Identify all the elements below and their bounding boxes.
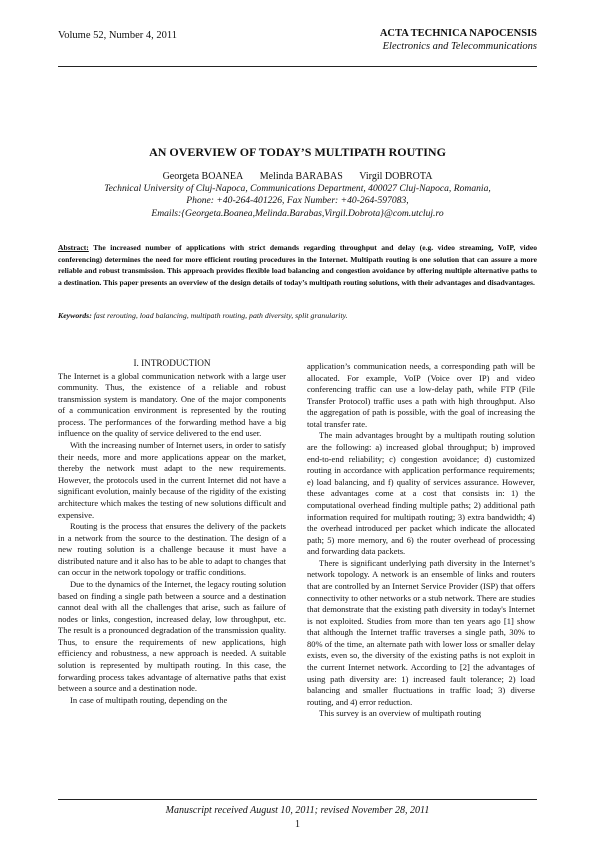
paragraph: The Internet is a global communication network with a large user community. Thus, the existence of a reliable and robust transmission system is mandatory. One of the major components of a communication environment is represented by the routing process. The performances of the forwarding method have a big influence on the quality of service delivered to the end user.	[58, 370, 286, 439]
paper-title: AN OVERVIEW OF TODAY’S MULTIPATH ROUTING	[149, 145, 446, 159]
section-heading: I. INTRODUCTION	[133, 358, 211, 368]
affiliation	[58, 183, 537, 220]
keywords-text: fast rerouting, load balancing, multipath routing, path diversity, split granularity.	[93, 311, 348, 320]
page-number: 1	[295, 819, 300, 830]
affiliation-line: Phone: +40-264-401226, Fax Number: +40-264-597083,	[186, 195, 409, 207]
affiliation-line: Emails:{Georgeta.Boanea,Melinda.Barabas,Virgil.Dobrota}@com.utcluj.ro	[151, 207, 444, 219]
keywords	[58, 310, 537, 321]
paragraph: The main advantages brought by a multipath routing solution are the following: a) increased global throughput; b) improved end-to-end reliability; c) congestion avoidance; d) customized routing in accordance with application performance requirements; e) load balancing, and f) quality of services assurance. However, these advantages come at a cost that consists in: 1) the computational overhead finding multiple paths; 2) additional path information required for multipath routing; 3) extra bandwidth; 4) the overhead introduced per packet which indicate the allocated path; 5) more memory, and 6) the router overhead of processing and forwarding data packets.	[307, 430, 535, 557]
affiliation-line: Technical University of Cluj-Napoca, Communications Department, 400027 Cluj-Napoca, Romania,	[104, 183, 491, 194]
author-2: Melinda BARABAS	[259, 171, 343, 182]
keywords-label: Keywords:	[58, 311, 92, 320]
right-column	[307, 361, 535, 720]
abstract-label: Abstract:	[58, 243, 89, 252]
author-1: Georgeta BOANEA	[162, 171, 244, 182]
journal-header	[380, 28, 537, 52]
left-column	[58, 358, 286, 706]
paragraph: With the increasing number of Internet users, in order to satisfy their needs, more and more applications appear on the market, thereby the network must adapt to the new requirements. However, the protocols used in the current Internet did not have a significant evolution, mainly because of the rigidity of the existing architecture which makes the testing of new solutions difficult and expensive.	[58, 440, 286, 520]
paragraph: application’s communication needs, a corresponding path will be allocated. For example, VoIP (Voice over IP) and video conferencing traffic can use a low-delay path, while FTP (File Transfer Protocol) traffic uses a path with high throughput. Also the aggregation of path is possible, with the goal of increasing the total transfer rate.	[307, 361, 535, 429]
paragraph: Due to the dynamics of the Internet, the legacy routing solution based on finding a single path between a source and a destination cannot deal with all the challenges that arise, such as failure of nodes or links, congestion, increased delay, low throughput, etc. The result is a pronounced degradation of the transmission quality. Thus, to ensure the requirements of new applications, high efficiency and robustness, a new approach is needed. A suitable solution is represented by multipath routing. In this case, the forwarding process takes advantage of alternative paths that exist between a source and a destination node.	[58, 578, 286, 694]
journal-subtitle: Electronics and Telecommunications	[382, 41, 537, 52]
abstract-text: The increased number of applications with strict demands regarding throughput and delay (e.g. video streaming, VoIP, video conferencing) determines the need for more efficient routing procedures in the Internet. Multipath routing is one solution that can assure a more reliable and robust transmission. This approach provides flexible load balancing and congestion avoidance by offering multiple alternative paths to a destination. This paper presents an overview of the design details of today’s multipath routing solutions, with their advantages and disadvantages.	[58, 243, 537, 287]
journal-name: ACTA TECHNICA NAPOCENSIS	[379, 28, 537, 39]
paragraph: There is significant underlying path diversity in the Internet’s network topology. A network is an ensemble of links and routers that are controlled by an Internet Service Provider (ISP) that offers connectivity to other networks or a stub network. There are studies that demonstrate that the existing path diversity in today's Internet is not exploited. Studies from more than ten years ago [1] show that although the Internet traffic traverses a single path, 30% to 80% of the time, an alternate path with lower loss or smaller delay exists, even so, the diversity of the existing paths is not exploit in the current Internet network. According to [2] the advantages of using path diversity are: 1) increased fault tolerance; 2) load balancing and smaller fluctuations in traffic load; 3) diverse routing, and 4) error reduction.	[307, 557, 535, 707]
footer-divider	[58, 799, 537, 800]
volume-info: Volume 52, Number 4, 2011	[58, 30, 177, 41]
paragraph: This survey is an overview of multipath routing	[319, 708, 482, 719]
paragraph: In case of multipath routing, depending on the	[70, 694, 228, 705]
paragraph: Routing is the process that ensures the delivery of the packets in a network from the source to the destination. The design of a new routing solution is a challenge because it must have a distributed nature and it also has to be able to adapt to changes that can occur in the network topology or traffic conditions.	[58, 521, 286, 578]
abstract	[58, 242, 537, 288]
manuscript-note: Manuscript received August 10, 2011; revised November 28, 2011	[165, 805, 430, 816]
author-list	[58, 171, 537, 182]
author-3: Virgil DOBROTA	[359, 171, 433, 182]
header-divider	[58, 66, 537, 67]
